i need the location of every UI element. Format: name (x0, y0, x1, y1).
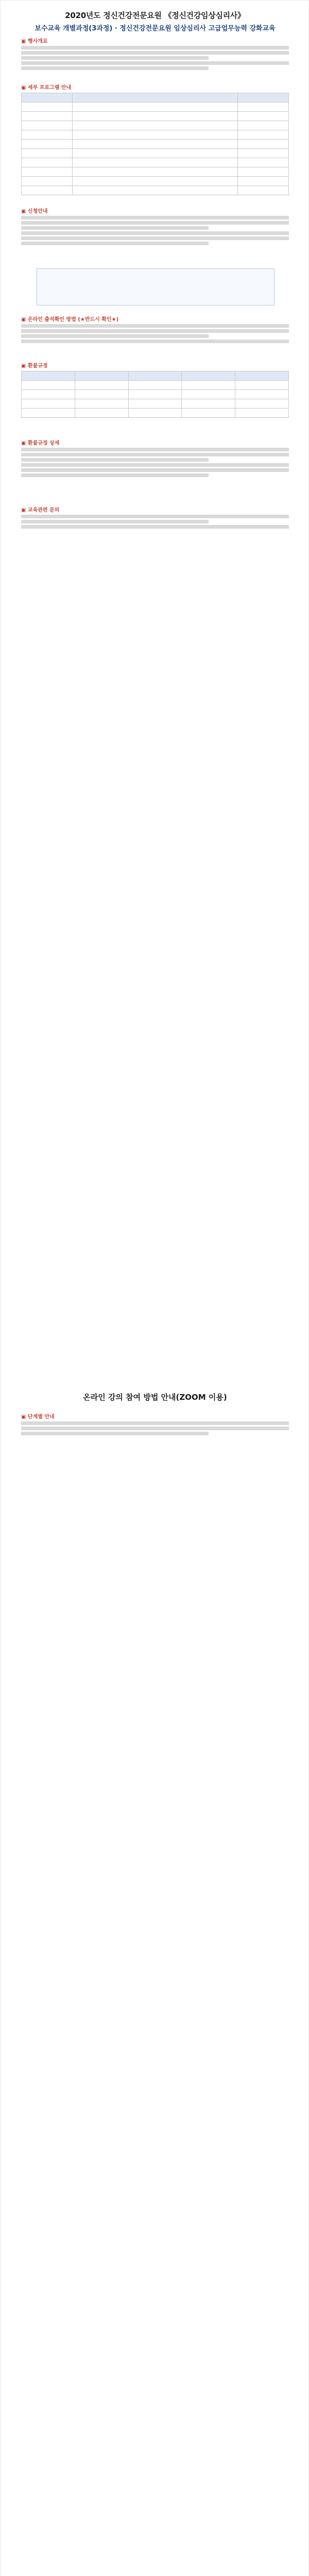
text-line (21, 1432, 209, 1435)
text-line (21, 453, 289, 456)
refund-heading: ▣ 환불규정 상세 (21, 440, 60, 446)
contact-section (21, 505, 289, 530)
text-line (21, 236, 289, 240)
text-line (21, 242, 209, 245)
text-line (21, 1427, 289, 1430)
text-line (21, 340, 289, 343)
text-line (21, 56, 209, 60)
zoom-heading: ▣ 온라인 출석확인 방법 (★반드시 확인★) (21, 317, 119, 323)
zoom-section (21, 315, 289, 345)
text-line (21, 458, 209, 462)
notice-box (37, 268, 274, 306)
fee-section (21, 361, 289, 418)
title-line-2: 보수교육 개별과정(3과정) · 정신건강전문요원 임상심리사 고급업무능력 강화교육 (35, 25, 276, 32)
online-guide-heading: 온라인 강의 참여 방법 안내(ZOOM 이용) (83, 1393, 227, 1402)
text-line (21, 46, 289, 49)
apply-heading: ▣ 신청안내 (21, 209, 48, 214)
text-line (21, 468, 289, 472)
apply-section (21, 207, 289, 247)
fee-heading: ▣ 환불규정 (21, 363, 48, 369)
text-line (21, 61, 289, 65)
steps-heading: ▣ 단계별 안내 (21, 1414, 55, 1420)
text-line (21, 334, 209, 338)
text-line (21, 520, 209, 523)
text-line (21, 515, 289, 518)
overview-heading: ▣ 행사개요 (21, 39, 48, 44)
text-line (21, 448, 289, 451)
contact-heading: ▣ 교육관련 문의 (21, 507, 60, 513)
document-title (1, 10, 309, 32)
text-line (21, 525, 289, 529)
fee-table (21, 371, 289, 418)
text-line (21, 1421, 289, 1425)
refund-section (21, 438, 289, 479)
text-line (21, 329, 289, 333)
text-line (21, 473, 209, 477)
text-line (21, 216, 289, 219)
overview-section (21, 37, 289, 72)
program-section (21, 83, 289, 195)
text-line (21, 226, 209, 230)
title-line-1: 2020년도 정신건강전문요원 《정신건강임상심리사》 (65, 11, 245, 20)
text-line (21, 463, 289, 467)
program-table (21, 93, 289, 195)
text-line (21, 221, 289, 225)
text-line (21, 324, 289, 328)
program-heading: ▣ 세부 프로그램 안내 (21, 85, 72, 91)
text-line (21, 51, 289, 55)
text-line (21, 231, 289, 235)
steps-section (21, 1412, 289, 1437)
text-line (21, 66, 209, 70)
